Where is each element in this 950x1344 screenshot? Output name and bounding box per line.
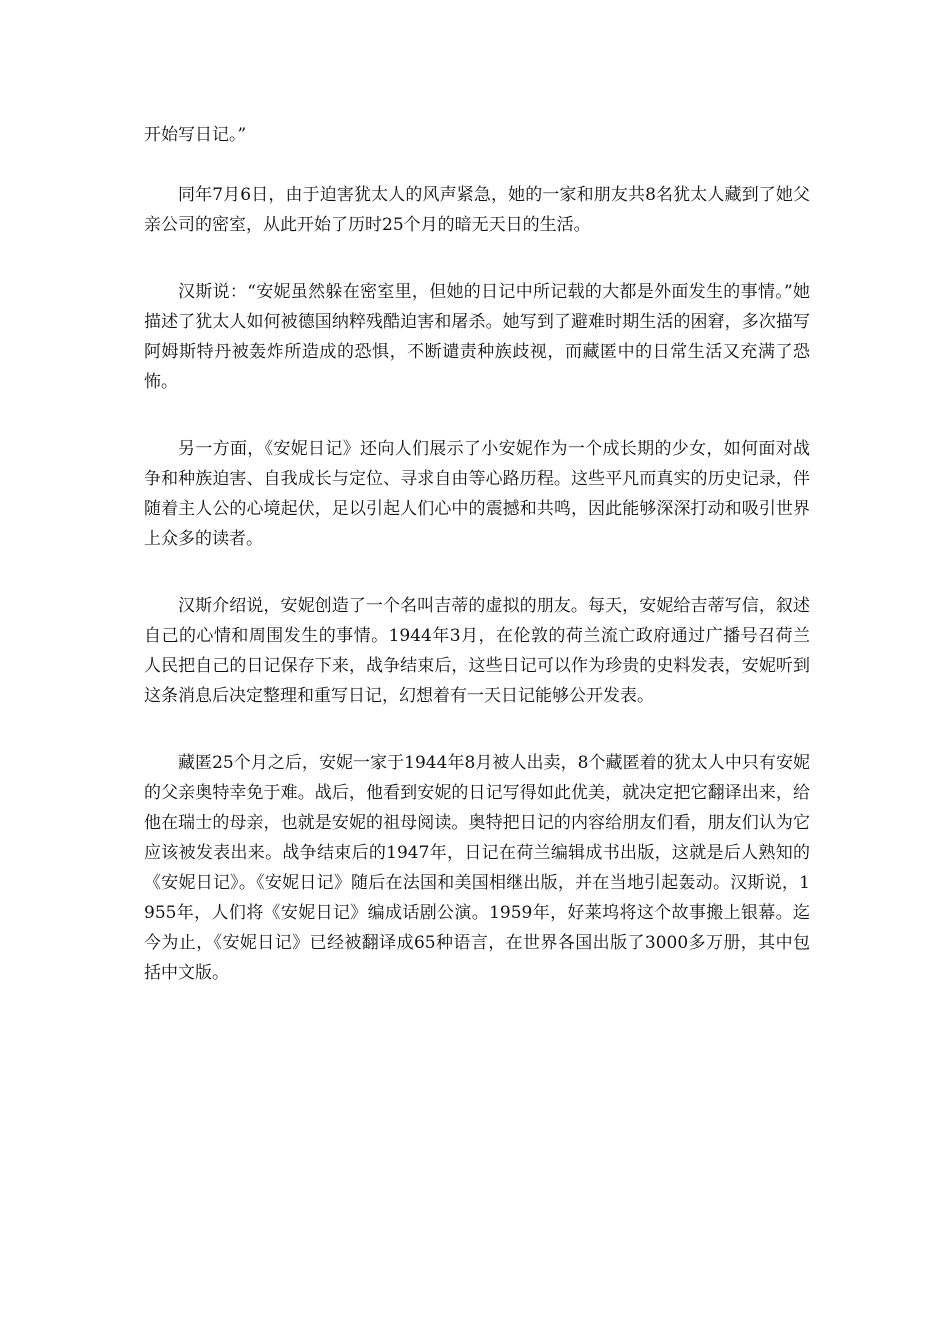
document-body	[144, 120, 810, 1025]
paragraph-5: 汉斯介绍说，安妮创造了一个名叫吉蒂的虚拟的朋友。每天，安妮给吉蒂写信，叙述自己的心情和周围发生的事情。1944年3月，在伦敦的荷兰流亡政府通过广播号召荷兰人民把自己的日记保存下来，战争结束后，这些日记可以作为珍贵的史料发表，安妮听到这条消息后决定整理和重写日记，幻想着有一天日记能够公开发表。	[144, 596, 810, 706]
paragraph-2: 同年7月6日，由于迫害犹太人的风声紧急，她的一家和朋友共8名犹太人藏到了她父亲公司的密室，从此开始了历时25个月的暗无天日的生活。	[144, 185, 810, 235]
paragraph-1: 开始写日记。”	[144, 125, 247, 145]
paragraph-3: 汉斯说：“安妮虽然躲在密室里，但她的日记中所记载的大都是外面发生的事情。”她描述了犹太人如何被德国纳粹残酷迫害和屠杀。她写到了避难时期生活的困窘，多次描写阿姆斯特丹被轰炸所造成的恐惧，不断谴责种族歧视，而藏匿中的日常生活又充满了恐怖。	[144, 282, 810, 392]
paragraph-6: 藏匿25个月之后，安妮一家于1944年8月被人出卖，8个藏匿着的犹太人中只有安妮的父亲奥特幸免于难。战后，他看到安妮的日记写得如此优美，就决定把它翻译出来，给他在瑞士的母亲，也就是安妮的祖母阅读。奥特把日记的内容给朋友们看，朋友们认为它应该被发表出来。战争结束后的1947年，日记在荷兰编辑成书出版，这就是后人熟知的《安妮日记》。《安妮日记》随后在法国和美国相继出版，并在当地引起轰动。汉斯说，1955年，人们将《安妮日记》编成话剧公演。1959年，好莱坞将这个故事搬上银幕。迄今为止，《安妮日记》已经被翻译成65种语言，在世界各国出版了3000多万册，其中包括中文版。	[144, 753, 810, 983]
paragraph-4: 另一方面，《安妮日记》还向人们展示了小安妮作为一个成长期的少女，如何面对战争和种族迫害、自我成长与定位、寻求自由等心路历程。这些平凡而真实的历史记录，伴随着主人公的心境起伏，足以引起人们心中的震撼和共鸣，因此能够深深打动和吸引世界上众多的读者。	[144, 439, 810, 549]
